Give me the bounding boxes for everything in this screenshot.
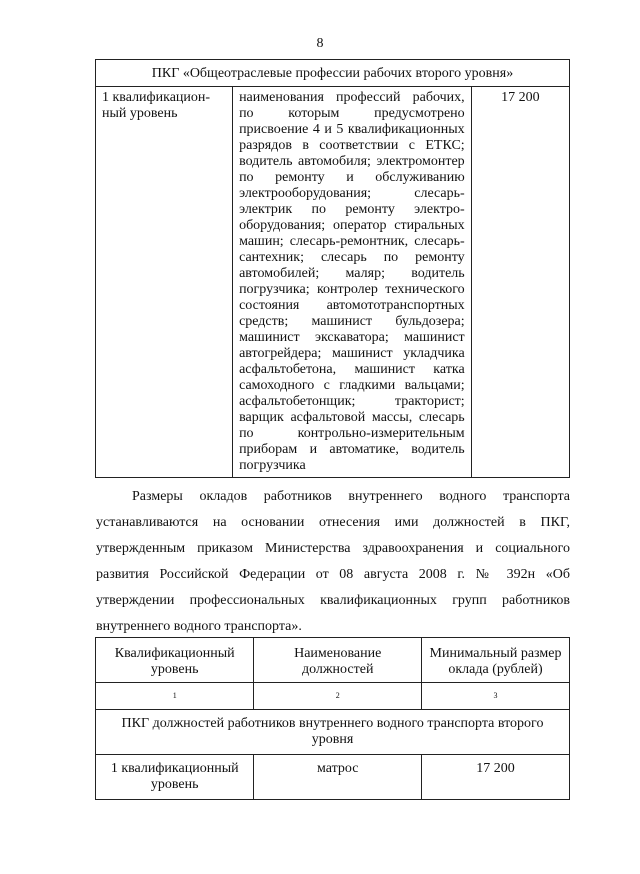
table2-header-salary: Минимальный размер оклада (рублей) — [421, 638, 569, 683]
table-water-transport-positions — [95, 637, 570, 800]
table1-salary-cell: 17 200 — [471, 87, 569, 478]
table2-header-level: Квалификационный уровень — [96, 638, 254, 683]
table-pkg-workers-second-level — [95, 59, 570, 478]
table2-column-number-1: 1 — [96, 683, 254, 710]
table1-header: ПКГ «Общеотраслевые профессии рабочих второго уровня» — [96, 60, 570, 87]
table1-level-cell: 1 квалификацион-ный уровень — [96, 87, 233, 478]
table-row — [96, 755, 570, 800]
table2-level-cell: 1 квалификационный уровень — [96, 755, 254, 800]
table2-column-number-2: 2 — [254, 683, 422, 710]
table2-column-number-3: 3 — [421, 683, 569, 710]
table1-professions-cell: наименования профессий рабочих, по которым предусмотрено присвоение 4 и 5 квалификационных разрядов в соответствии с ЕТКС; водитель автомобиля; электромонтер по ремонту и обслуживанию электрооборудования; слесарь-электрик по ремонту электро-оборудования; оператор стиральных машин; слесарь-ремонтник, слесарь-сантехник; слесарь по ремонту автомобилей; маляр; водитель погрузчика; контролер технического состояния автомототранспортных средств; машинист бульдозера; машинист экскаватора; машинист автогрейдера; машинист укладчика асфальтобетона, машинист катка самоходного с гладкими вальцами; асфальтобетонщик; тракторист; варщик асфальтовой массы, слесарь по контрольно-измерительным приборам и автоматике, водитель погрузчика — [233, 87, 472, 478]
page-number: 8 — [316, 36, 324, 51]
table2-position-cell: матрос — [254, 755, 422, 800]
table2-salary-cell: 17 200 — [421, 755, 569, 800]
body-paragraph: Размеры окладов работников внутреннего водного транспорта устанавливаются на основании отнесения ими должностей в ПКГ, утвержденным приказом Министерства здравоохранения и социального развития Российской Федерации от 08 августа 2008 г. № 392н «Об утверждении профессиональных квалификационных групп работников внутреннего водного транспорта». — [96, 489, 570, 634]
table2-header-position: Наименование должностей — [254, 638, 422, 683]
table2-group-header: ПКГ должностей работников внутреннего водного транспорта второго уровня — [96, 710, 570, 755]
table-row — [96, 87, 570, 478]
